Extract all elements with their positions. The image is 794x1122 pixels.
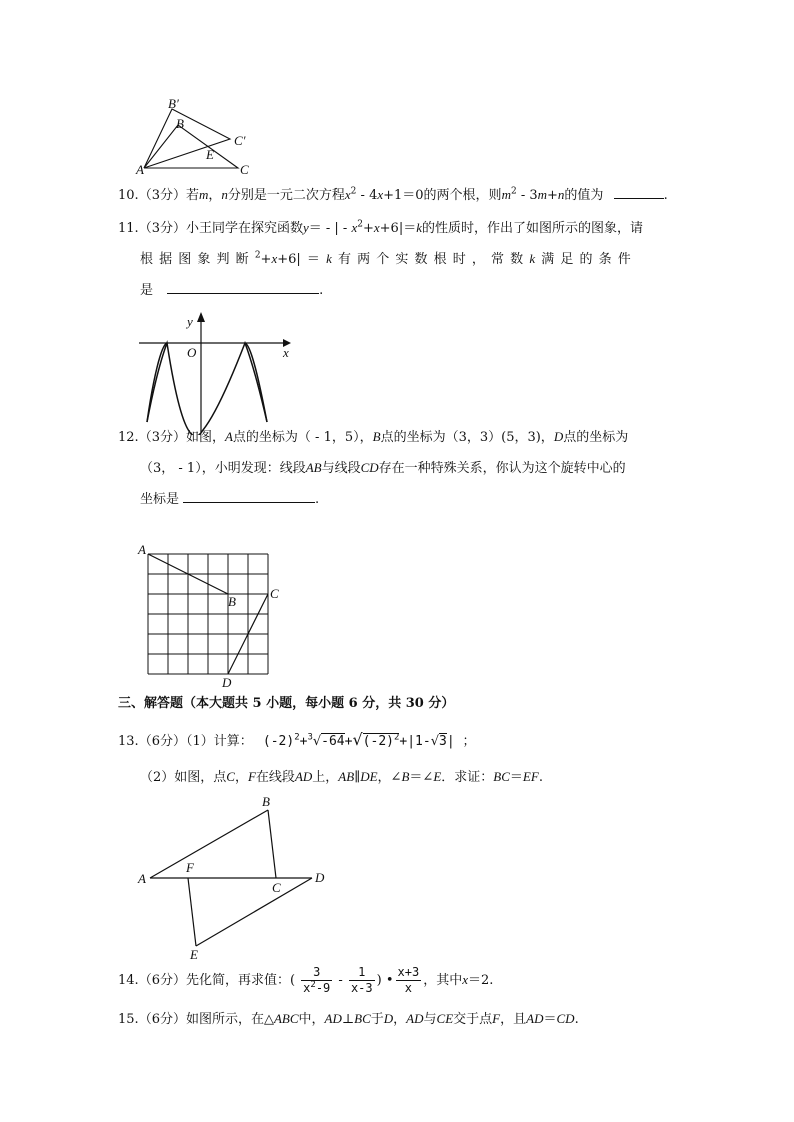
question-11-line-2: 根 据 图 象 判 断 $^2$+x+6| ＝ k 有 两 个 实 数 根 时 ， 常 数 k 满 足 的 条 件 <box>140 250 631 267</box>
figure-triangles-abc-def <box>130 790 340 960</box>
label-e: E <box>206 147 214 162</box>
q12-answer-blank[interactable] <box>183 490 315 503</box>
question-10: 10.（3分）若m，n分别是一元二次方程$x^2 - 4x+1=0$的两个根，则$m^2 - 3m+n$的值为 . <box>118 186 668 203</box>
figure-grid <box>130 540 290 690</box>
label-d: D <box>315 870 325 885</box>
label-e: E <box>190 947 198 960</box>
question-14: 14.（6分）先化简，再求值：( $\frac{3}{x^2-9}$ - $\frac{1}{x-3}$ ) • $\frac{x+3}{x}$ ，其中x＝2. <box>118 965 494 995</box>
grid-lines <box>148 554 268 674</box>
q13-expression: $(-2)^2+^3√-64+√(-2)^2+|1-√3|$ <box>262 730 455 749</box>
q10-number: 10. <box>118 188 139 203</box>
label-b-prime: B′ <box>168 96 179 111</box>
segment-de <box>196 878 312 946</box>
question-11-line-1: 11.（3分）小王同学在探究函数y＝ - | - $x^2+x+6|=k$的性质时，作出了如图所示的图象，请 <box>118 219 643 236</box>
question-12-line-3: 坐标是 . <box>140 492 320 507</box>
y-axis-arrow-icon <box>197 312 205 322</box>
figure-rotated-triangles <box>130 95 260 180</box>
label-c: C <box>272 880 281 895</box>
section-3-heading: 三、解答题（本大题共 5 小题，每小题 6 分，共 30 分） <box>118 696 455 711</box>
question-13-line-2: （2）如图，点C，F在线段AD上，AB∥DE，∠B＝∠E．求证：BC＝EF. <box>140 769 543 785</box>
fraction-3-over-x2-9: $\frac{3}{x^2-9}$ <box>303 965 331 995</box>
segment-ef <box>188 878 196 946</box>
q13-number: 13. <box>118 734 139 749</box>
label-c-prime: C′ <box>234 133 246 148</box>
q14-number: 14. <box>118 973 139 988</box>
figure-function-graph <box>135 310 295 435</box>
question-15: 15.（6分）如图所示，在△ABC中，AD⊥BC于D，AD与CE交于点F，且AD＝CD. <box>118 1011 579 1027</box>
q12-number: 12. <box>118 430 139 445</box>
square-root-sign-icon: √ <box>352 730 363 749</box>
fraction-1-over-x-3: $\frac{1}{x-3}$ <box>350 965 373 995</box>
label-b: B <box>176 116 184 131</box>
label-b: B <box>262 794 270 809</box>
label-c: C <box>270 586 279 601</box>
graph-curve <box>147 343 267 435</box>
label-b: B <box>228 594 236 609</box>
triangle-abc-lines <box>144 125 238 168</box>
question-13-line-1: 13.（6分）（1）计算： $(-2)^2+^3√-64+√(-2)^2+|1-√3|$ ； <box>118 730 476 749</box>
q10-answer-blank[interactable] <box>614 186 664 199</box>
q11-number: 11. <box>118 221 139 236</box>
label-a: A <box>138 871 146 886</box>
question-12-line-2: （3， - 1），小明发现：线段AB与线段CD存在一种特殊关系，你认为这个旋转中心的 <box>140 460 626 476</box>
label-a: A <box>138 542 146 557</box>
q15-number: 15. <box>118 1012 139 1027</box>
segment-ab <box>150 810 268 878</box>
sqrt3-sign-icon: √ <box>430 734 440 749</box>
label-origin: O <box>187 345 197 360</box>
segment-bc <box>268 810 276 878</box>
fraction-x3-over-x: $\frac{x+3}{x}$ <box>397 965 420 995</box>
label-f: F <box>186 860 194 875</box>
triangle-ab'c'-lines <box>144 109 230 168</box>
label-d: D <box>222 675 232 690</box>
question-12-line-1: 12.（3分）如图，A点的坐标为（ - 1，5），B点的坐标为（3，3）(5，3)，D点的坐标为 <box>118 429 629 445</box>
q11-answer-blank[interactable] <box>167 281 319 294</box>
cube-root-sign-icon: √ <box>312 734 322 749</box>
label-x: x <box>283 345 289 360</box>
label-c: C <box>240 162 249 177</box>
label-y: y <box>187 314 193 329</box>
label-a: A <box>136 162 144 177</box>
question-11-line-3: 是 . <box>140 283 324 298</box>
